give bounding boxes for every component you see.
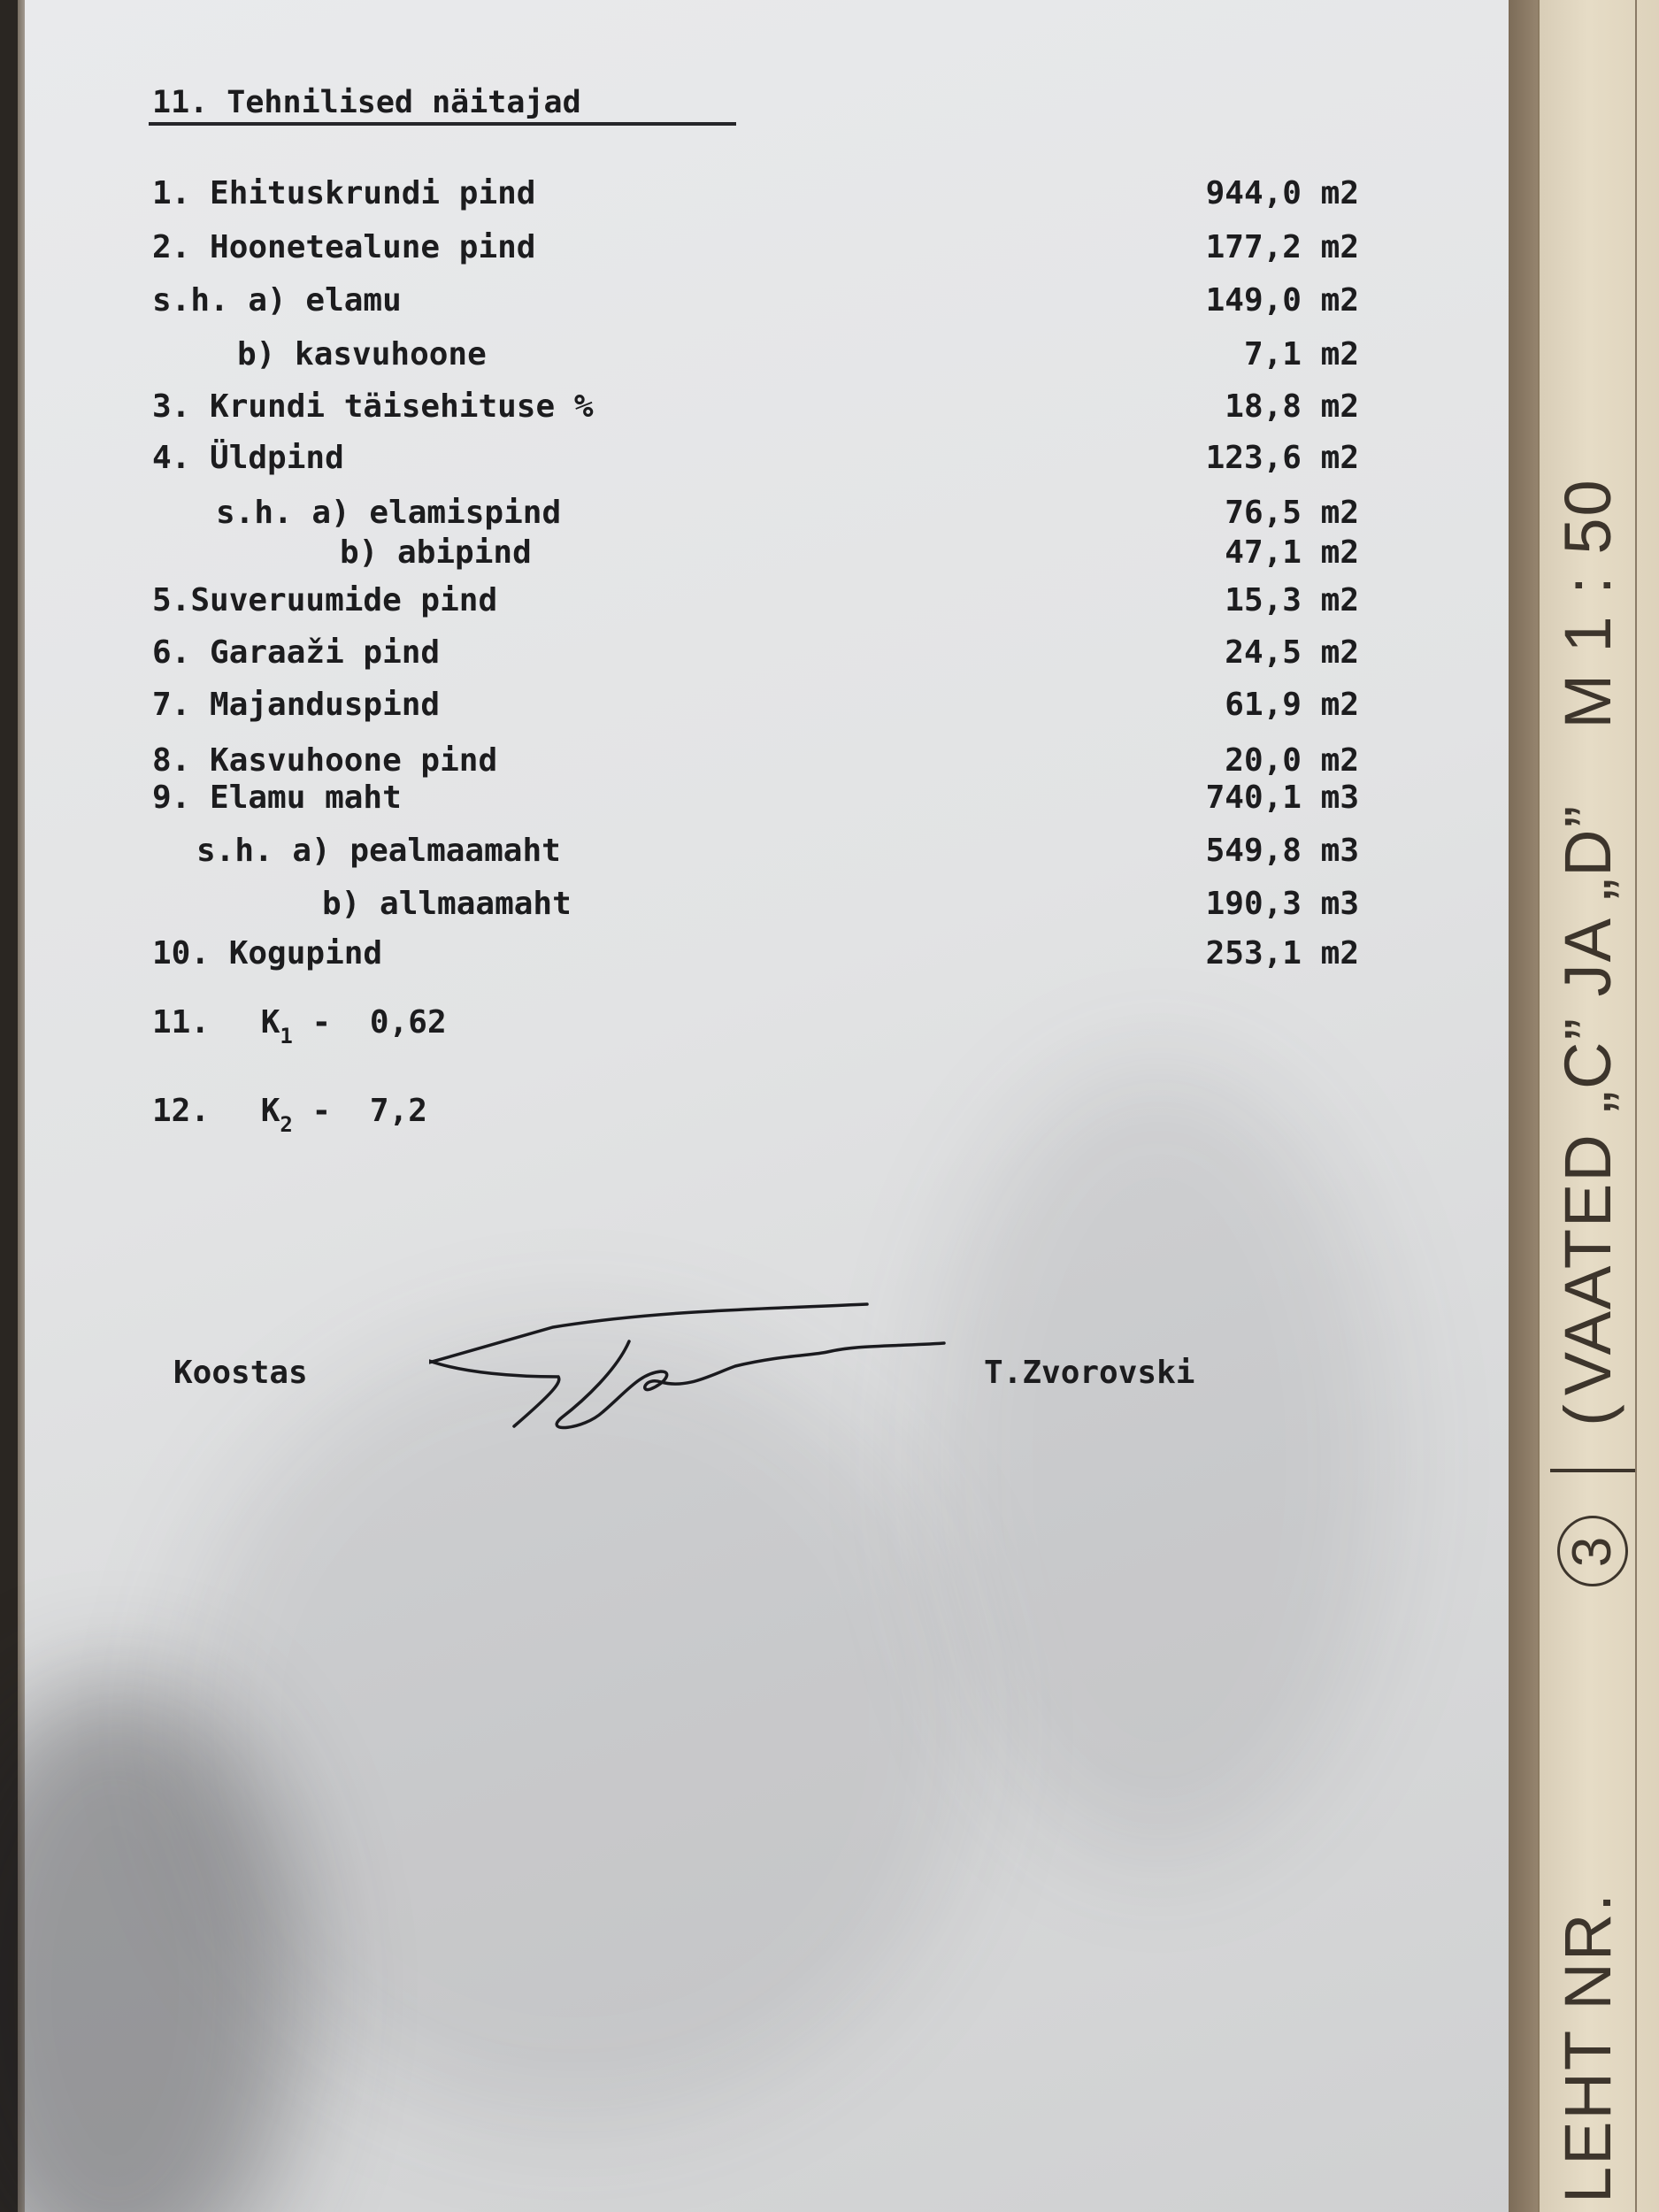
indicator-value: 18,8 m2 — [1225, 388, 1359, 425]
sheet-label: LEHT NR. — [1551, 1892, 1624, 2203]
indicator-label: 3. Krundi täisehituse % — [152, 388, 594, 425]
coefficient-subscript: 1 — [280, 1024, 293, 1048]
sheet-title: VAATED „C” JA „D” — [1551, 803, 1624, 1396]
shadow — [929, 1062, 1389, 1858]
coefficient-number: 12. — [152, 1093, 211, 1129]
indicator-value: 149,0 m2 — [1205, 282, 1359, 319]
indicator-value: 549,8 m3 — [1205, 833, 1359, 869]
indicator-value: 76,5 m2 — [1225, 495, 1359, 531]
coefficient-number: 11. — [152, 1004, 211, 1041]
indicator-label: s.h. a) pealmaamaht — [196, 833, 561, 869]
indicator-label: 6. Garaaži pind — [152, 634, 441, 671]
coefficient-sign: - — [311, 1004, 332, 1041]
indicator-label: 4. Üldpind — [152, 440, 344, 476]
indicator-label: s.h. a) elamispind — [216, 495, 562, 531]
compiled-by-label: Koostas — [173, 1355, 308, 1391]
strip-title-block — [1550, 478, 1635, 2203]
indicator-value: 47,1 m2 — [1225, 534, 1359, 571]
heading-underline — [149, 122, 736, 126]
coefficient-subscript: 2 — [280, 1112, 293, 1137]
indicator-label: 10. Kogupind — [152, 935, 383, 972]
sheet-number: 3 — [1557, 1516, 1628, 1586]
author-name: T.Zvorovski — [984, 1355, 1195, 1391]
indicator-value: 61,9 m2 — [1225, 687, 1359, 723]
coefficient-sign: - — [311, 1093, 332, 1129]
indicator-value: 20,0 m2 — [1225, 742, 1359, 779]
indicator-value: 7,1 m2 — [1243, 336, 1359, 373]
indicator-label: 2. Hoonetealune pind — [152, 229, 536, 265]
coefficient-value: 0,62 — [369, 1004, 447, 1041]
indicator-label: b) abipind — [340, 534, 532, 571]
indicator-value: 253,1 m2 — [1205, 935, 1359, 972]
indicator-value: 123,6 m2 — [1205, 440, 1359, 476]
section-heading: 11. Tehnilised näitajad — [152, 85, 581, 120]
indicator-label: b) allmaamaht — [322, 886, 572, 922]
indicator-label: 8. Kasvuhoone pind — [152, 742, 498, 779]
indicator-value: 190,3 m3 — [1205, 886, 1359, 922]
indicator-value: 740,1 m3 — [1205, 780, 1359, 816]
sheet-scale: M 1 : 50 — [1551, 478, 1624, 729]
indicator-label: s.h. a) elamu — [152, 282, 402, 319]
indicator-label: b) kasvuhoone — [237, 336, 487, 373]
coefficient-symbol: K — [260, 1004, 280, 1041]
strip-divider — [1550, 1469, 1635, 1472]
handwritten-signature — [429, 1301, 960, 1442]
indicator-label: 9. Elamu maht — [152, 780, 402, 816]
indicator-value: 24,5 m2 — [1225, 634, 1359, 671]
indicator-label: 1. Ehituskrundi pind — [152, 175, 536, 211]
strip-bracket: ( — [1551, 1402, 1624, 1426]
coefficient-row — [152, 1095, 427, 1135]
indicator-label: 7. Majanduspind — [152, 687, 441, 723]
indicator-label: 5.Suveruumide pind — [152, 582, 498, 618]
coefficient-symbol: K — [260, 1093, 280, 1129]
indicator-value: 944,0 m2 — [1205, 175, 1359, 211]
coefficient-value: 7,2 — [369, 1093, 427, 1129]
indicator-value: 15,3 m2 — [1225, 582, 1359, 618]
indicator-value: 177,2 m2 — [1205, 229, 1359, 265]
coefficient-row — [152, 1004, 447, 1048]
